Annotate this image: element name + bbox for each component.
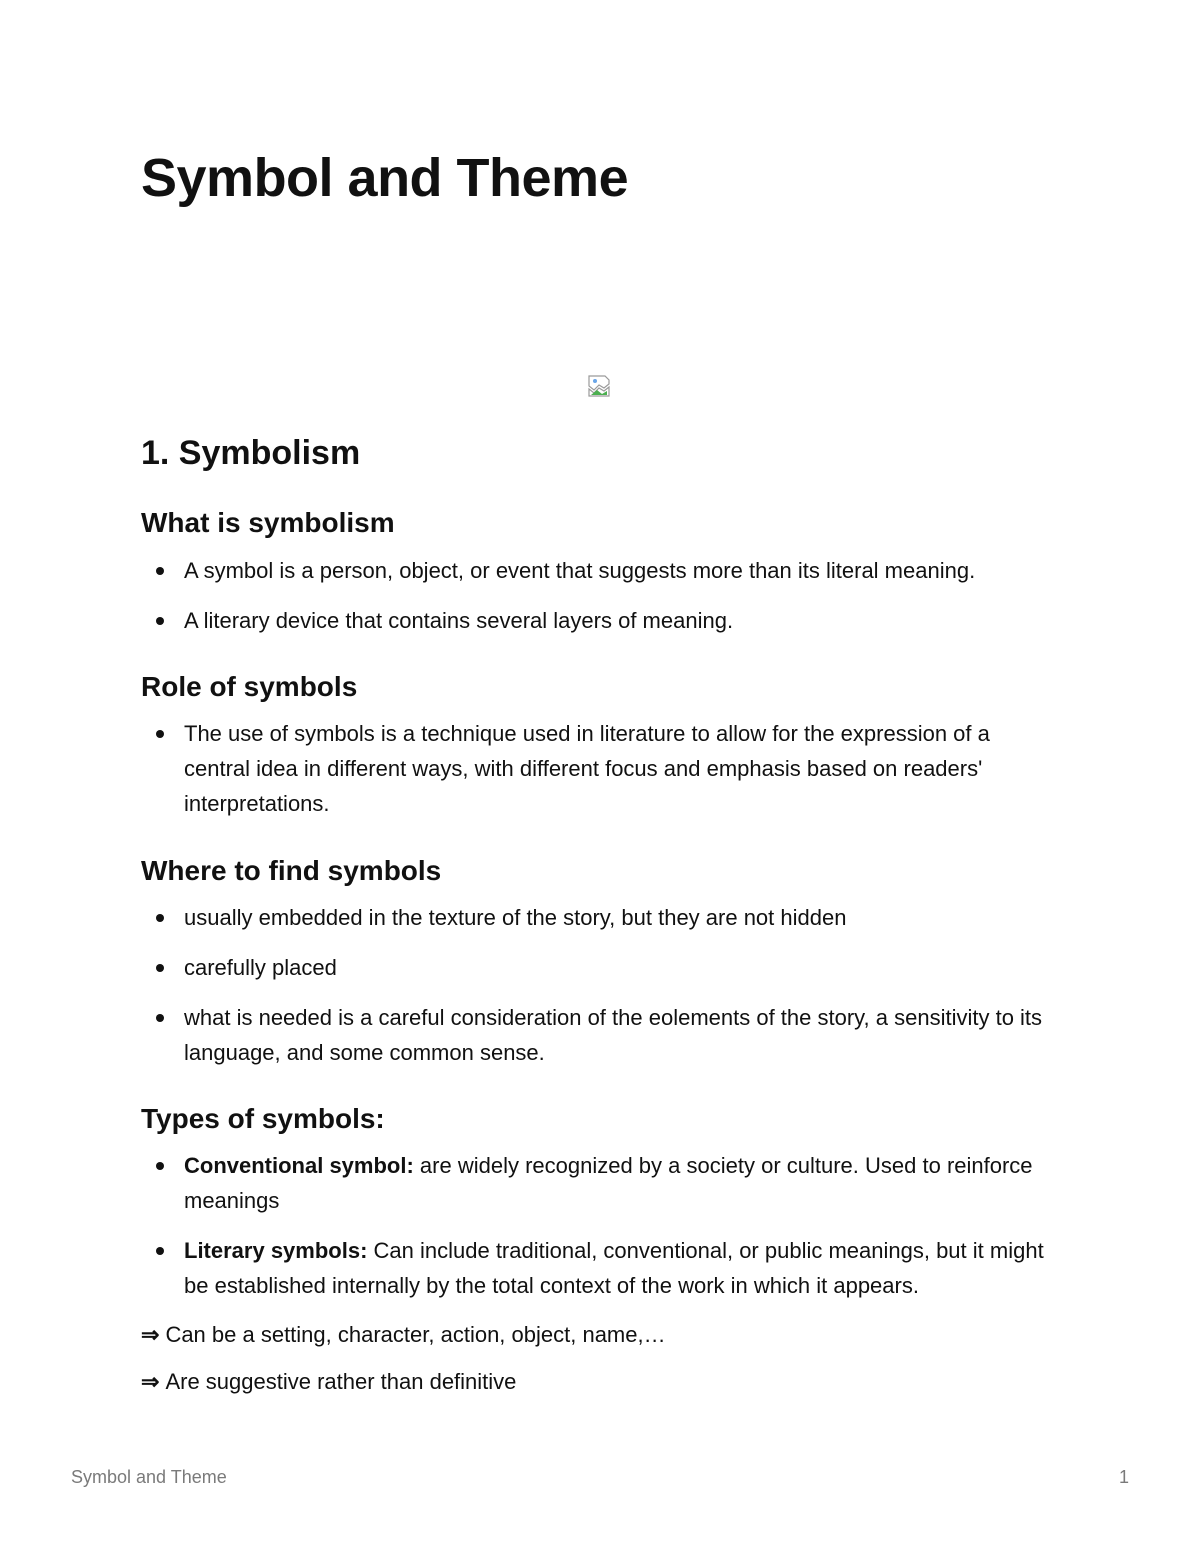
bullet-list (141, 716, 1061, 821)
bullet-list (141, 1148, 1061, 1303)
arrow-line-text: Can be a setting, character, action, object, name,… (165, 1322, 666, 1347)
list-item-text: Can include traditional, conventional, or public meanings, but it might be established internally by the total context of the work in which it appears. (184, 1238, 1044, 1298)
list-item-text: A symbol is a person, object, or event that suggests more than its literal meaning. (184, 558, 976, 583)
list-item (141, 1233, 1061, 1303)
broken-image-icon (587, 374, 611, 398)
document-content (141, 432, 1061, 1394)
double-arrow-icon: ⇒ (141, 1322, 160, 1347)
double-arrow-icon: ⇒ (141, 1369, 160, 1394)
subsection-heading: Role of symbols (141, 671, 358, 702)
subsection-what-is-symbolism (141, 505, 1061, 638)
page-number: 1 (1118, 1467, 1129, 1487)
subsection-role-of-symbols (141, 669, 1061, 821)
list-item (141, 553, 1061, 588)
term-label: Literary symbols: (184, 1238, 368, 1263)
subsection-heading: Types of symbols: (141, 1103, 385, 1134)
list-item (141, 716, 1061, 821)
list-item-text: are widely recognized by a society or culture. Used to reinforce meanings (184, 1153, 1033, 1213)
list-item (141, 950, 1061, 985)
list-item-text: what is needed is a careful consideration of the eolements of the story, a sensitivity to its language, and some common sense. (184, 1005, 1043, 1065)
footer-title: Symbol and Theme (71, 1467, 227, 1487)
bullet-list (141, 553, 1061, 638)
subsection-heading: Where to find symbols (141, 855, 442, 886)
list-item-text: usually embedded in the texture of the story, but they are not hidden (184, 905, 847, 930)
subsection-types-of-symbols (141, 1101, 1061, 1303)
section-heading: 1. Symbolism (141, 434, 361, 472)
bullet-icon (156, 914, 164, 922)
term-label: Conventional symbol: (184, 1153, 414, 1178)
arrow-line-text: Are suggestive rather than definitive (165, 1369, 517, 1394)
bullet-icon (156, 1014, 164, 1022)
list-item (141, 1148, 1061, 1218)
bullet-icon (156, 964, 164, 972)
list-item-text: The use of symbols is a technique used in literature to allow for the expression of a central idea in different ways, with different focus and emphasis based on readers' interpretations. (184, 721, 990, 816)
bullet-icon (156, 1247, 164, 1255)
bullet-icon (156, 730, 164, 738)
list-item-text: carefully placed (184, 955, 337, 980)
bullet-icon (156, 567, 164, 575)
list-item (141, 603, 1061, 638)
arrow-line (141, 1364, 516, 1399)
list-item-text: A literary device that contains several layers of meaning. (184, 608, 734, 633)
bullet-list (141, 900, 1061, 1070)
list-item (141, 1000, 1061, 1070)
bullet-icon (156, 617, 164, 625)
bullet-icon (156, 1162, 164, 1170)
page-title: Symbol and Theme (141, 148, 629, 208)
subsection-heading: What is symbolism (141, 507, 395, 538)
subsection-where-to-find-symbols (141, 853, 1061, 1070)
list-item (141, 900, 1061, 935)
arrow-line (141, 1317, 666, 1352)
